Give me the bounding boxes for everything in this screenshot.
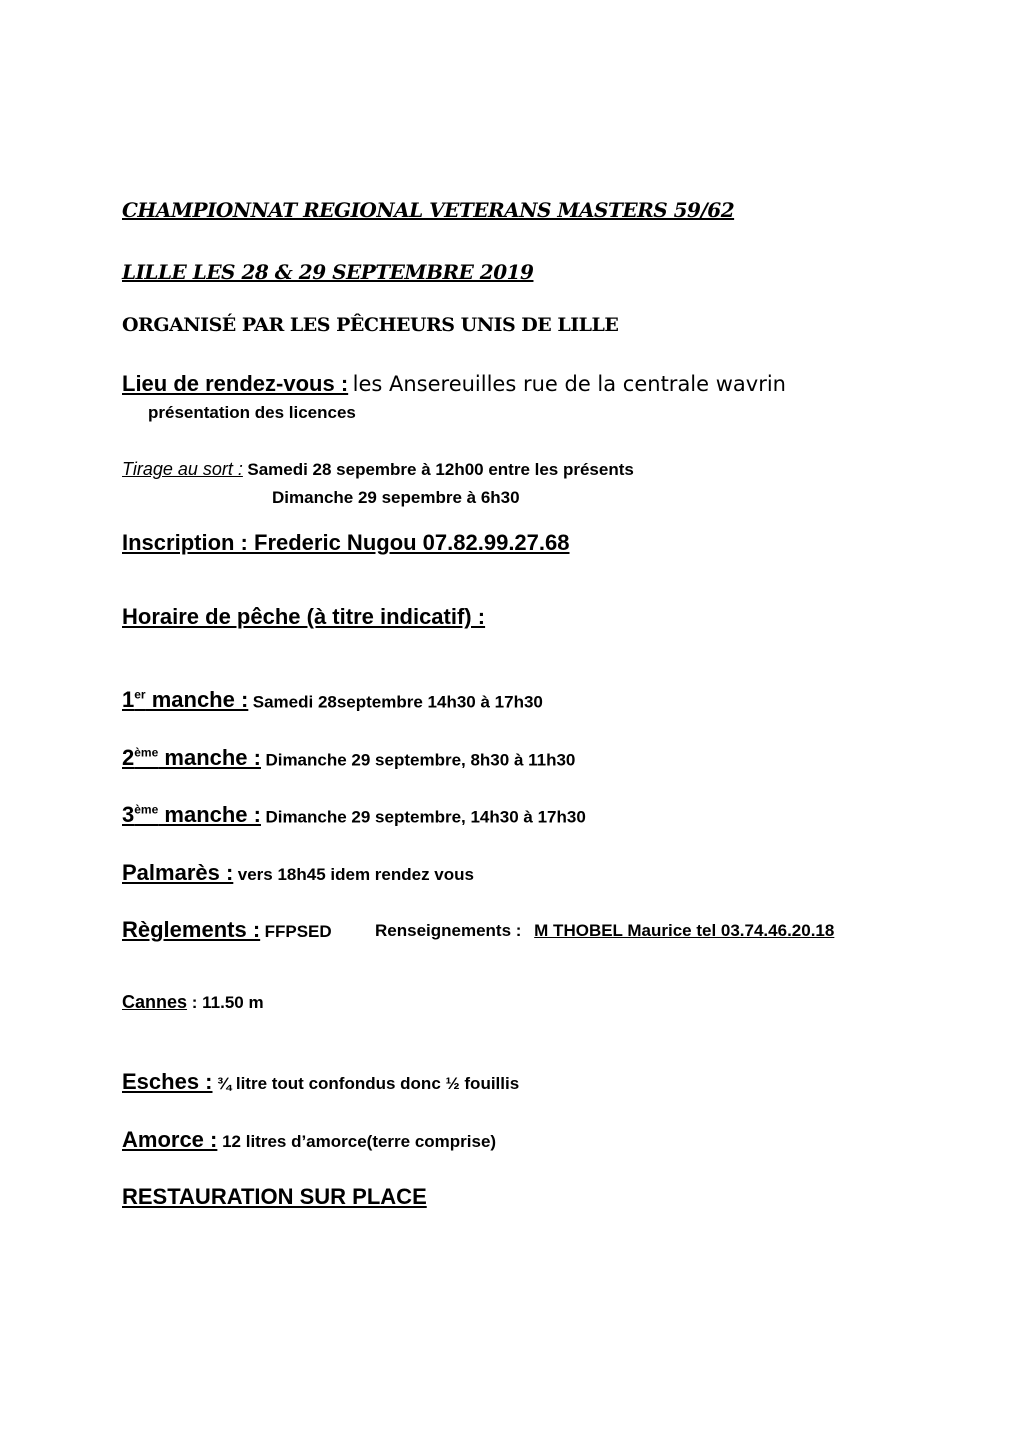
round-3-time: Dimanche 29 septembre, 14h30 à 17h30	[265, 807, 586, 827]
rules-line	[122, 919, 332, 941]
organizer-title: ORGANISÉ PAR LES PÊCHEURS UNIS DE LILLE	[122, 314, 619, 336]
info-line	[375, 922, 834, 939]
meeting-place-line	[122, 373, 786, 395]
rules-label: Règlements :	[122, 917, 261, 942]
fishing-schedule-heading: Horaire de pêche (à titre indicatif) :	[122, 604, 486, 629]
rods-line	[122, 993, 264, 1012]
event-dates-title: LILLE LES 28 & 29 SEPTEMBRE 2019	[122, 260, 534, 284]
round-1-time: Samedi 28septembre 14h30 à 17h30	[252, 692, 543, 712]
round-2-label: 2ème manche :	[122, 745, 261, 771]
bait-line	[122, 1071, 519, 1093]
round-2-time: Dimanche 29 septembre, 8h30 à 11h30	[265, 750, 576, 770]
awards-value: vers 18h45 idem rendez vous	[237, 865, 474, 884]
meeting-place-value: les Ansereuilles rue de la centrale wavrin	[352, 372, 786, 396]
groundbait-line	[122, 1129, 496, 1151]
registration-contact: Inscription : Frederic Nugou 07.82.99.27.68	[122, 530, 570, 555]
round-1	[122, 689, 543, 711]
round-3-label: 3ème manche :	[122, 802, 261, 828]
round-1-label: 1er manche :	[122, 687, 249, 713]
licence-note: présentation des licences	[148, 403, 356, 422]
rods-label: Cannes	[122, 992, 188, 1012]
groundbait-value: 12 litres d’amorce(terre comprise)	[217, 1132, 497, 1151]
bait-value: ¾ litre tout confondus donc ½ fouillis	[216, 1074, 520, 1093]
meeting-place-label: Lieu de rendez-vous :	[122, 371, 349, 396]
awards-line	[122, 862, 474, 884]
groundbait-label: Amorce :	[122, 1127, 218, 1152]
info-label: Renseignements :	[375, 921, 522, 940]
awards-label: Palmarès :	[122, 860, 234, 885]
info-contact: M THOBEL Maurice tel 03.74.46.20.18	[534, 921, 835, 940]
round-2	[122, 747, 575, 769]
catering-notice: RESTAURATION SUR PLACE	[122, 1184, 427, 1209]
bait-label: Esches :	[122, 1069, 213, 1094]
championship-title: CHAMPIONNAT REGIONAL VETERANS MASTERS 59/62	[122, 198, 735, 222]
draw-label: Tirage au sort :	[122, 459, 243, 479]
draw-sunday: Dimanche 29 sepembre à 6h30	[272, 488, 520, 507]
rods-value: : 11.50 m	[187, 993, 264, 1012]
round-3	[122, 804, 586, 826]
rules-value: FFPSED	[264, 922, 332, 941]
draw-line-1	[122, 460, 634, 479]
draw-saturday: Samedi 28 sepembre à 12h00 entre les présents	[247, 460, 634, 479]
